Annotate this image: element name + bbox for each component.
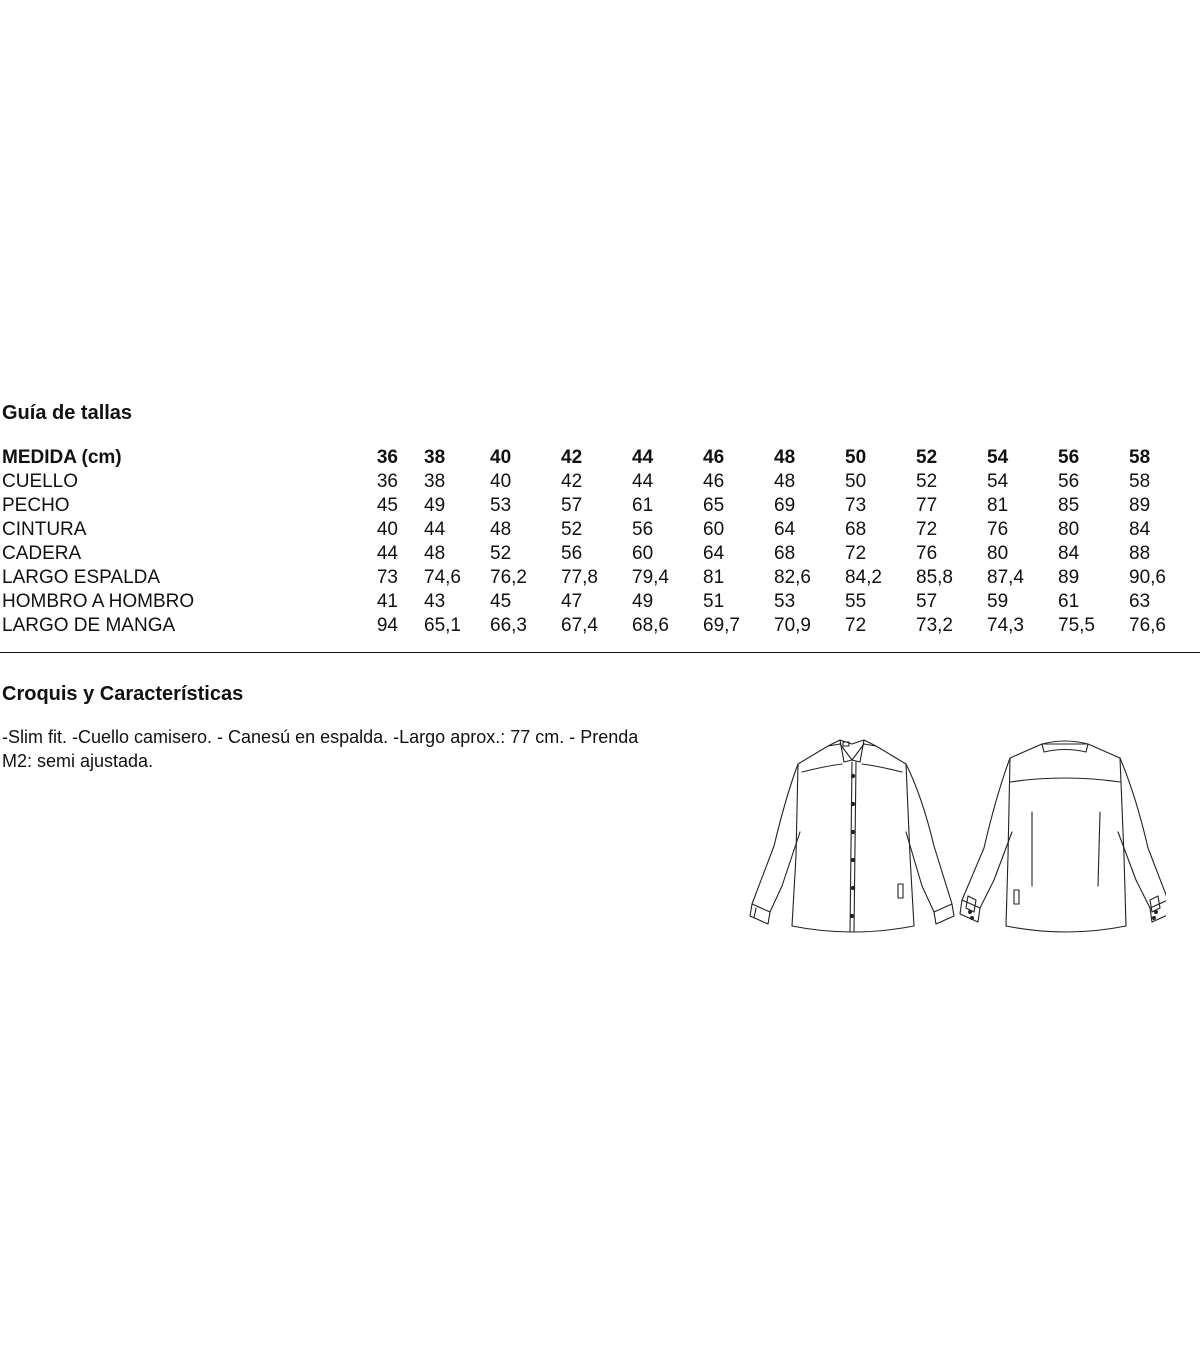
measure-value: 94 xyxy=(376,615,398,636)
measure-value: 81 xyxy=(703,567,725,588)
measure-value: 49 xyxy=(424,495,446,516)
size-header-48: 48 xyxy=(774,447,796,468)
measure-label: LARGO ESPALDA xyxy=(2,567,161,588)
measure-value: 58 xyxy=(1129,471,1151,492)
measure-value: 87,4 xyxy=(987,567,1024,588)
measure-value: 61 xyxy=(1058,591,1080,612)
measure-value: 73 xyxy=(376,567,398,588)
measure-label: HOMBRO A HOMBRO xyxy=(2,591,195,612)
table-row xyxy=(0,590,1178,614)
measure-value: 56 xyxy=(561,543,583,564)
measure-value: 70,9 xyxy=(774,615,811,636)
size-header-row xyxy=(0,446,1178,470)
measure-value: 52 xyxy=(561,519,583,540)
measure-label: LARGO DE MANGA xyxy=(2,615,176,636)
measure-value: 49 xyxy=(632,591,654,612)
measure-value: 89 xyxy=(1129,495,1151,516)
measure-value: 69 xyxy=(774,495,796,516)
measure-value: 76 xyxy=(916,543,938,564)
measure-value: 74,6 xyxy=(424,567,461,588)
measure-value: 42 xyxy=(561,471,583,492)
size-table xyxy=(0,446,1178,638)
shirt-sketch xyxy=(746,736,1166,940)
shirt-back-view xyxy=(960,741,1166,932)
measure-value: 48 xyxy=(424,543,446,564)
measure-value: 53 xyxy=(490,495,512,516)
measure-value: 65,1 xyxy=(424,615,461,636)
measure-value: 76,6 xyxy=(1129,615,1166,636)
measure-value: 52 xyxy=(916,471,938,492)
measure-value: 67,4 xyxy=(561,615,598,636)
sketch-section-title: Croquis y Características xyxy=(2,683,244,705)
measure-value: 76 xyxy=(987,519,1009,540)
measure-value: 75,5 xyxy=(1058,615,1095,636)
measure-value: 72 xyxy=(845,615,867,636)
measure-value: 68,6 xyxy=(632,615,669,636)
size-header-40: 40 xyxy=(490,447,512,468)
measure-value: 88 xyxy=(1129,543,1151,564)
measure-value: 60 xyxy=(632,543,654,564)
measure-value: 41 xyxy=(376,591,398,612)
measure-value: 44 xyxy=(424,519,446,540)
measure-value: 55 xyxy=(845,591,867,612)
size-header-56: 56 xyxy=(1058,447,1080,468)
measure-value: 61 xyxy=(632,495,654,516)
measure-value: 40 xyxy=(376,519,398,540)
measure-value: 45 xyxy=(376,495,398,516)
size-header-58: 58 xyxy=(1129,447,1151,468)
section-divider xyxy=(0,652,1200,653)
measure-label: CUELLO xyxy=(2,471,79,492)
measure-value: 50 xyxy=(845,471,867,492)
measure-value: 74,3 xyxy=(987,615,1024,636)
size-header-36: 36 xyxy=(376,447,398,468)
measure-value: 57 xyxy=(916,591,938,612)
table-row xyxy=(0,518,1178,542)
size-header-50: 50 xyxy=(845,447,867,468)
measure-header: MEDIDA (cm) xyxy=(2,447,122,468)
measure-value: 65 xyxy=(703,495,725,516)
size-header-42: 42 xyxy=(561,447,583,468)
size-header-44: 44 xyxy=(632,447,654,468)
measure-value: 60 xyxy=(703,519,725,540)
table-row xyxy=(0,614,1178,638)
measure-value: 43 xyxy=(424,591,446,612)
size-header-54: 54 xyxy=(987,447,1009,468)
size-header-46: 46 xyxy=(703,447,725,468)
measure-value: 52 xyxy=(490,543,512,564)
table-row xyxy=(0,470,1178,494)
measure-value: 90,6 xyxy=(1129,567,1166,588)
measure-value: 48 xyxy=(774,471,796,492)
measure-value: 69,7 xyxy=(703,615,740,636)
measure-value: 76,2 xyxy=(490,567,527,588)
measure-value: 68 xyxy=(774,543,796,564)
garment-description: -Slim fit. -Cuello camisero. - Canesú en espalda. -Largo aprox.: 77 cm. - Prenda M2: semi ajustada. xyxy=(2,727,639,771)
measure-value: 54 xyxy=(987,471,1009,492)
measure-value: 48 xyxy=(490,519,512,540)
measure-value: 51 xyxy=(703,591,725,612)
measure-value: 63 xyxy=(1129,591,1151,612)
measure-value: 64 xyxy=(703,543,725,564)
measure-value: 72 xyxy=(916,519,938,540)
measure-value: 72 xyxy=(845,543,867,564)
size-table-body xyxy=(0,470,1178,638)
measure-value: 46 xyxy=(703,471,725,492)
table-row xyxy=(0,494,1178,518)
measure-value: 59 xyxy=(987,591,1009,612)
measure-value: 44 xyxy=(376,543,398,564)
measure-value: 79,4 xyxy=(632,567,669,588)
measure-value: 84 xyxy=(1058,543,1080,564)
shirt-front-view xyxy=(750,740,954,932)
measure-value: 73 xyxy=(845,495,867,516)
measure-value: 82,6 xyxy=(774,567,811,588)
measure-label: PECHO xyxy=(2,495,70,516)
measure-value: 77,8 xyxy=(561,567,598,588)
measure-value: 53 xyxy=(774,591,796,612)
measure-value: 68 xyxy=(845,519,867,540)
measure-value: 81 xyxy=(987,495,1009,516)
table-row xyxy=(0,542,1178,566)
measure-value: 45 xyxy=(490,591,512,612)
measure-value: 56 xyxy=(1058,471,1080,492)
measure-value: 77 xyxy=(916,495,938,516)
measure-value: 84 xyxy=(1129,519,1151,540)
size-header-38: 38 xyxy=(424,447,446,468)
measure-value: 57 xyxy=(561,495,583,516)
measure-value: 66,3 xyxy=(490,615,527,636)
measure-value: 85 xyxy=(1058,495,1080,516)
measure-value: 80 xyxy=(987,543,1009,564)
measure-value: 40 xyxy=(490,471,512,492)
measure-value: 73,2 xyxy=(916,615,953,636)
measure-value: 89 xyxy=(1058,567,1080,588)
size-guide-title: Guía de tallas xyxy=(2,402,133,424)
measure-value: 64 xyxy=(774,519,796,540)
size-header-52: 52 xyxy=(916,447,938,468)
measure-label: CINTURA xyxy=(2,519,87,540)
measure-value: 44 xyxy=(632,471,654,492)
measure-value: 36 xyxy=(376,471,398,492)
measure-value: 84,2 xyxy=(845,567,882,588)
measure-value: 47 xyxy=(561,591,583,612)
measure-value: 38 xyxy=(424,471,446,492)
measure-value: 56 xyxy=(632,519,654,540)
table-row xyxy=(0,566,1178,590)
measure-value: 80 xyxy=(1058,519,1080,540)
measure-value: 85,8 xyxy=(916,567,953,588)
measure-label: CADERA xyxy=(2,543,82,564)
